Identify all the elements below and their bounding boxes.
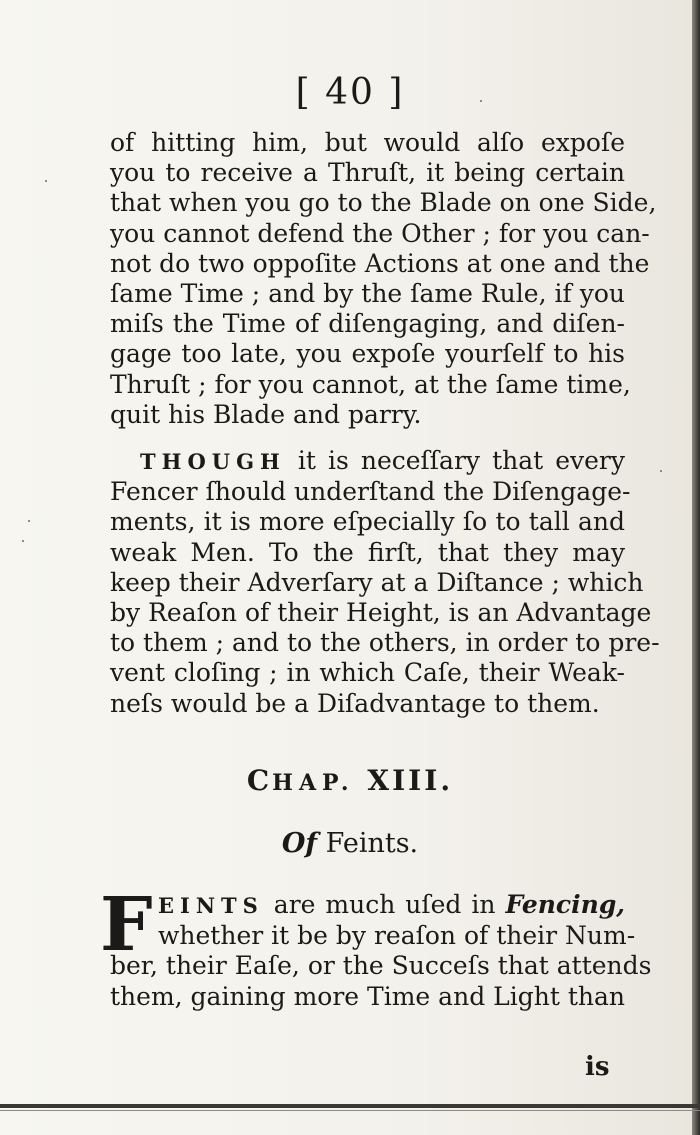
text-line: gage too late, you expoſe yourſelf to his <box>110 339 625 369</box>
text-run: are much uſed in <box>273 890 496 919</box>
small-caps-word: EINTS <box>158 893 264 918</box>
paper-speck <box>45 180 47 182</box>
text-line: ber, their Eaſe, or the Succeſs that attends <box>110 951 652 981</box>
text-line: to them ; and to the others, in order to pre- <box>110 628 660 658</box>
text-line: quit his Blade and parry. <box>110 399 422 429</box>
italic-word: Fencing, <box>505 890 625 919</box>
catchword: is <box>585 1052 610 1082</box>
paragraph-1 <box>110 128 657 430</box>
text-line: keep their Adverſary at a Diſtance ; which <box>110 567 644 597</box>
text-line: ſame Time ; and by the ſame Rule, if you <box>110 279 625 309</box>
text-line: neſs would be a Diſadvantage to them. <box>110 688 600 718</box>
paper-speck <box>480 100 482 102</box>
page-number: [ 40 ] <box>295 72 405 113</box>
bottom-rule <box>0 1104 700 1108</box>
subtitle-text: Feints. <box>325 828 419 859</box>
paper-speck <box>660 470 662 472</box>
text-line: you to receive a Thruſt, it being certain <box>110 158 625 188</box>
subtitle-of: Of <box>281 828 317 859</box>
text-line: Thruſt ; for you cannot, at the ſame time, <box>110 369 631 399</box>
chapter-label: HAP. <box>272 770 355 796</box>
text-line: of hitting him, but would alſo expoſe <box>110 128 625 157</box>
bottom-rule-thin <box>0 1110 700 1111</box>
chapter-initial: C <box>246 764 273 797</box>
text-line: Fencer ſhould underſtand the Diſengage- <box>110 477 631 507</box>
paragraph-3 <box>110 890 652 1012</box>
drop-cap: F <box>100 882 153 968</box>
text-line: whether it be by reaſon of their Num- <box>158 921 636 951</box>
small-caps-word: THOUGH <box>140 449 286 474</box>
chapter-number: XIII. <box>367 764 454 797</box>
text-line: not do two oppoſite Actions at one and the <box>110 248 650 278</box>
text-line-first <box>110 890 625 921</box>
text-line: you cannot defend the Other ; for you can- <box>110 218 650 248</box>
page-edge-shadow <box>692 0 700 1135</box>
paragraph-2 <box>110 446 660 719</box>
paper-speck <box>28 520 30 522</box>
text-run: it is neceſſary that every <box>297 446 625 475</box>
text-line: by Reaſon of their Height, is an Advantage <box>110 598 652 628</box>
text-line: that when you go to the Blade on one Side, <box>110 188 657 218</box>
paper-speck <box>22 540 24 542</box>
text-line: ments, it is more eſpecially ſo to tall and <box>110 507 625 537</box>
text-line: weak Men. To the firſt, that they may <box>110 537 625 567</box>
chapter-heading <box>0 764 700 797</box>
text-line: them, gaining more Time and Light than <box>110 981 625 1011</box>
text-line-first <box>110 446 625 477</box>
text-line: miſs the Time of diſengaging, and diſen- <box>110 309 625 339</box>
chapter-subtitle <box>0 828 700 859</box>
text-line: vent cloſing ; in which Caſe, their Weak- <box>110 658 625 688</box>
